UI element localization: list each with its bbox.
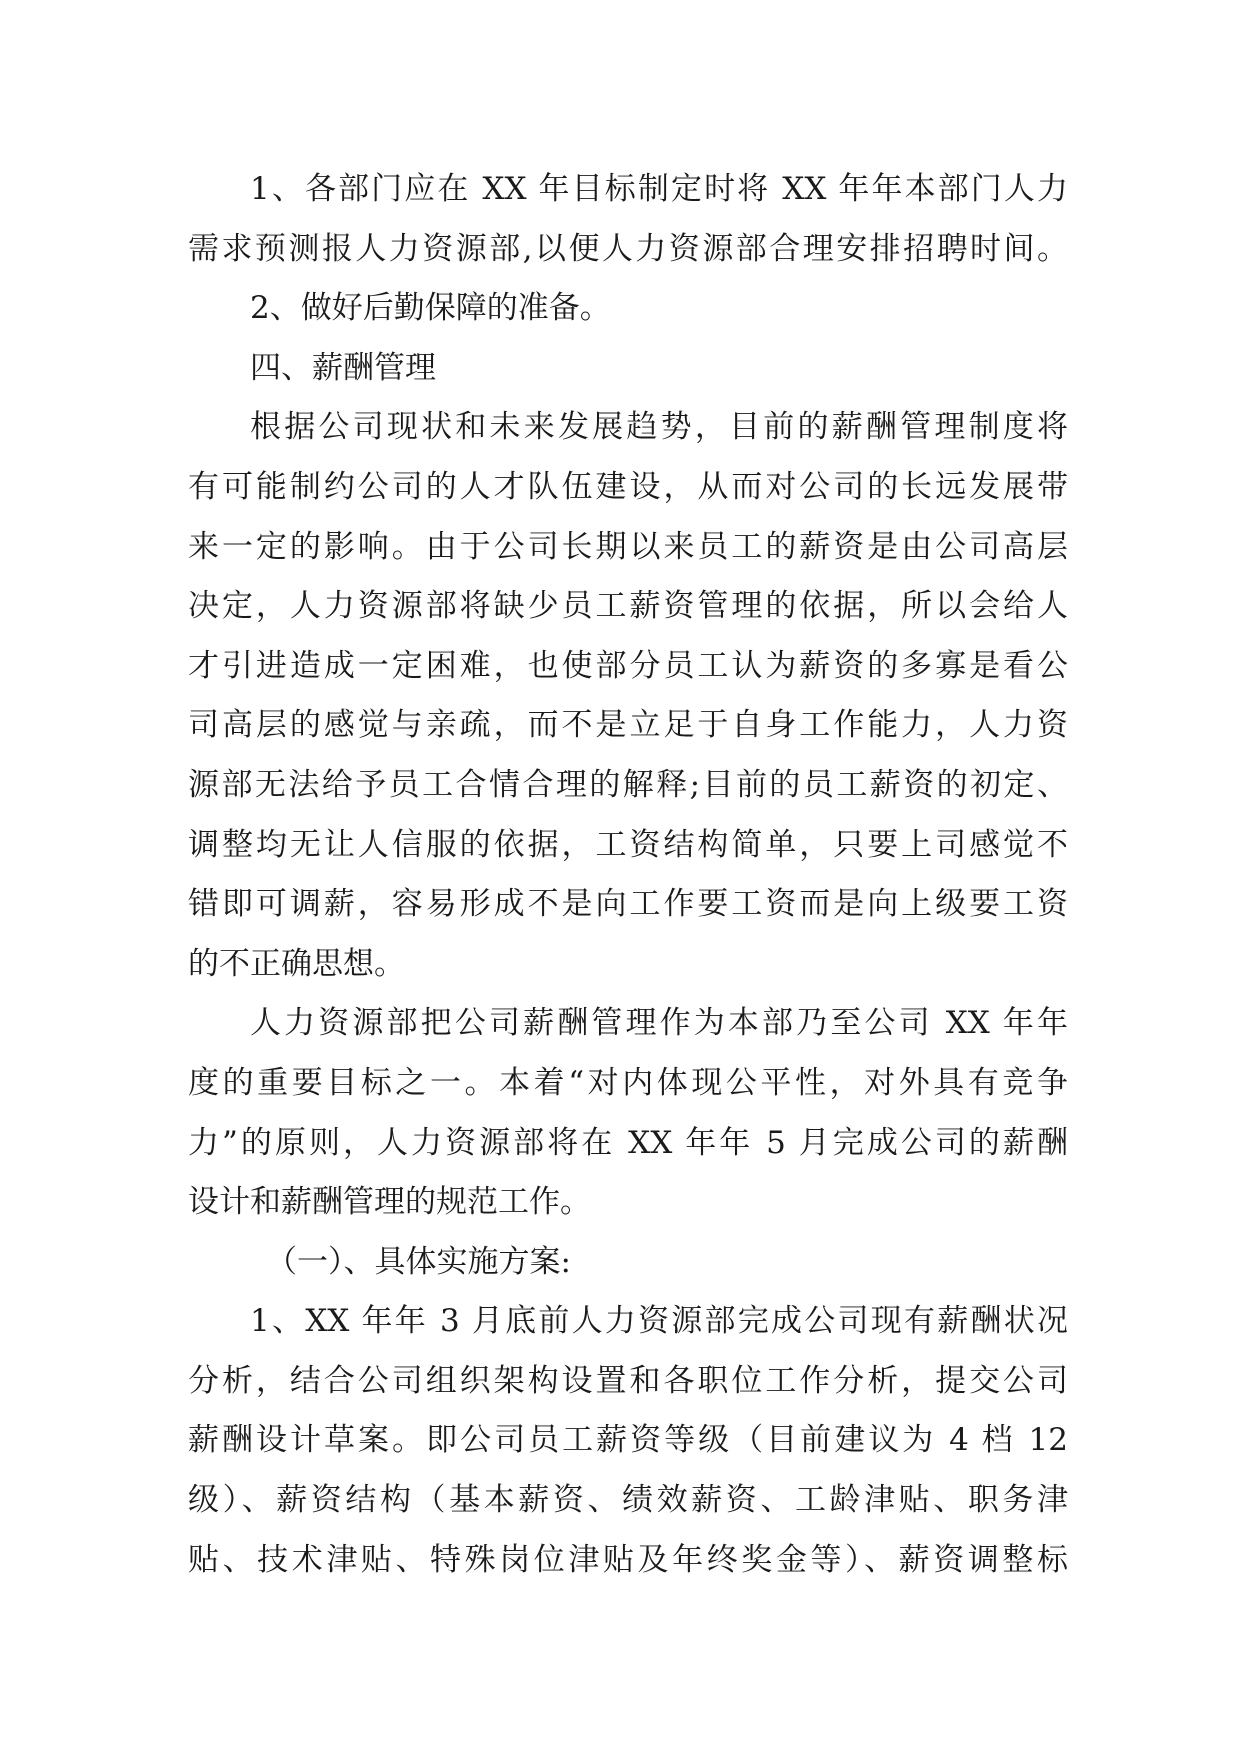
text-line: 才引进造成一定困难，也使部分员工认为薪资的多寡是看公 — [188, 647, 1068, 684]
text-line: 根据公司现状和未来发展趋势，目前的薪酬管理制度将 — [250, 409, 1068, 446]
subheading-text: （一）、具体实施方案: — [266, 1243, 571, 1280]
text-line: 源部无法给予员工合情合理的解释;目前的员工薪资的初定、 — [188, 766, 1068, 803]
text-line: 薪酬设计草案。即公司员工薪资等级（目前建议为 4 档 12 — [188, 1422, 1068, 1459]
text-line: 需求预测报人力资源部,以便人力资源部合理安排招聘时间。 — [188, 230, 1068, 267]
paragraph-salary-goal — [188, 994, 1068, 1232]
section-heading-salary — [188, 339, 1068, 399]
paragraph-recruitment-2 — [188, 279, 1068, 339]
text-line: 级）、薪资结构（基本薪资、绩效薪资、工龄津贴、职务津 — [188, 1482, 1068, 1519]
text-line: 调整均无让人信服的依据，工资结构简单，只要上司感觉不 — [188, 826, 1068, 863]
paragraph-recruitment-1 — [188, 160, 1068, 279]
paragraph-plan-item-1 — [188, 1292, 1068, 1590]
text-line: 人力资源部把公司薪酬管理作为本部乃至公司 XX 年年 — [250, 1005, 1068, 1042]
text-line: 的不正确思想。 — [188, 945, 405, 982]
subheading-implementation-plan — [188, 1233, 1068, 1293]
text-line: 来一定的影响。由于公司长期以来员工的薪资是由公司高层 — [188, 528, 1068, 565]
text-line: 贴、技术津贴、特殊岗位津贴及年终奖金等）、薪资调整标 — [188, 1541, 1068, 1578]
text-line: 错即可调薪，容易形成不是向工作要工资而是向上级要工资 — [188, 886, 1068, 923]
text-line: 力”的原则，人力资源部将在 XX 年年 5 月完成公司的薪酬 — [188, 1124, 1068, 1161]
text-line: 有可能制约公司的人才队伍建设，从而对公司的长远发展带 — [188, 468, 1068, 505]
section-heading-text: 四、薪酬管理 — [250, 349, 436, 386]
text-line: 司高层的感觉与亲疏，而不是立足于自身工作能力，人力资 — [188, 707, 1068, 744]
text-line: 度的重要目标之一。本着“对内体现公平性，对外具有竞争 — [188, 1064, 1068, 1101]
text-line: 设计和薪酬管理的规范工作。 — [188, 1184, 591, 1221]
text-line: 1、各部门应在 XX 年目标制定时将 XX 年年本部门人力 — [250, 171, 1068, 207]
text-line: 1、XX 年年 3 月底前人力资源部完成公司现有薪酬状况 — [250, 1303, 1068, 1340]
text-line: 决定，人力资源部将缺少员工薪资管理的依据，所以会给人 — [188, 588, 1068, 625]
paragraph-salary-status — [188, 398, 1068, 994]
text-line: 分析，结合公司组织架构设置和各职位工作分析，提交公司 — [188, 1362, 1068, 1399]
text-line: 2、做好后勤保障的准备。 — [250, 290, 611, 327]
document-body — [188, 160, 1068, 1590]
